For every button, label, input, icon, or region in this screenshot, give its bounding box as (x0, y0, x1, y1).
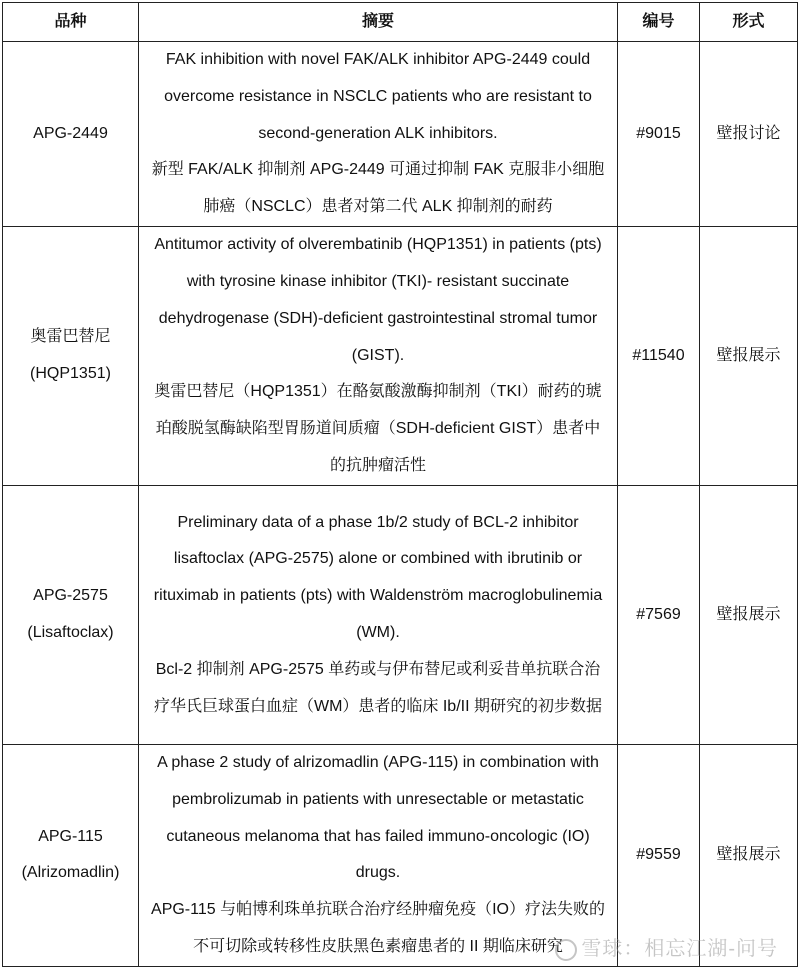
drug-code: (Lisaftoclax) (27, 624, 114, 641)
format-cell: 壁报讨论 (700, 42, 798, 227)
number-cell: #11540 (618, 227, 700, 486)
number-cell: #7569 (618, 486, 700, 745)
table-row (3, 745, 798, 967)
drug-code: (Alrizomadlin) (21, 864, 120, 882)
watermark-text: 雪球：相忘江湖-问号 (581, 938, 778, 960)
abstract-chinese: 奥雷巴替尼（HQP1351）在酪氨酸激酶抑制剂（TKI）耐药的琥珀酸脱氢酶缺陷型胃肠道间质瘤（SDH-deficient GIST）患者中的抗肿瘤活性 (154, 383, 602, 474)
abstracts-table (2, 2, 798, 967)
variety-cell (3, 42, 139, 227)
abstract-english: A phase 2 study of alrizomadlin (APG-115) in combination with pembrolizumab in patients with unresectable or metastatic cutaneous melanoma that has failed immuno-oncologic (IO) drugs. (157, 754, 599, 882)
table-row (3, 42, 798, 227)
variety-cell (3, 745, 139, 967)
drug-name: 奥雷巴替尼 (30, 328, 111, 346)
variety-cell (3, 227, 139, 486)
table-row (3, 227, 798, 486)
abstract-english: Antitumor activity of olverembatinib (HQP1351) in patients (pts) with tyrosine kinase inhibitor (TKI)- resistant succinate dehydrogenase (SDH)-deficient gastrointestinal stromal tumor (GIST). (154, 236, 602, 364)
header-variety: 品种 (3, 3, 139, 42)
header-number: 编号 (618, 3, 700, 42)
drug-name: APG-2575 (33, 587, 108, 605)
abstract-chinese: Bcl-2 抑制剂 APG-2575 单药或与伊布替尼或利妥昔单抗联合治疗华氏巨球蛋白血症（WM）患者的临床 Ib/II 期研究的初步数据 (153, 660, 602, 715)
format-cell: 壁报展示 (700, 745, 798, 967)
drug-name: APG-115 (38, 827, 103, 845)
abstract-cell (139, 486, 618, 745)
drug-code: (HQP1351) (30, 365, 111, 382)
number-cell: #9559 (618, 745, 700, 967)
table-row (3, 486, 798, 745)
number-cell: #9015 (618, 42, 700, 227)
abstract-cell (139, 745, 618, 967)
abstract-cell (139, 42, 618, 227)
format-cell: 壁报展示 (700, 486, 798, 745)
abstract-english: FAK inhibition with novel FAK/ALK inhibitor APG-2449 could overcome resistance in NSCLC patients who are resistant to second-generation ALK inhibitors. (164, 51, 592, 142)
variety-cell (3, 486, 139, 745)
abstract-chinese: 新型 FAK/ALK 抑制剂 APG-2449 可通过抑制 FAK 克服非小细胞肺癌（NSCLC）患者对第二代 ALK 抑制剂的耐药 (151, 161, 605, 216)
abstract-chinese: APG-115 与帕博利珠单抗联合治疗经肿瘤免疫（IO）疗法失败的不可切除或转移性皮肤黑色素瘤患者的 II 期临床研究 (151, 901, 605, 955)
drug-name: APG-2449 (33, 124, 108, 142)
header-abstract: 摘要 (139, 3, 618, 42)
header-row (3, 3, 798, 42)
abstract-cell (139, 227, 618, 486)
format-cell: 壁报展示 (700, 227, 798, 486)
abstract-english: Preliminary data of a phase 1b/2 study of BCL-2 inhibitor lisaftoclax (APG-2575) alone or combined with ibrutinib or rituximab in patients (pts) with Waldenström macroglobulinemia (WM). (153, 513, 603, 641)
header-format: 形式 (700, 3, 798, 42)
